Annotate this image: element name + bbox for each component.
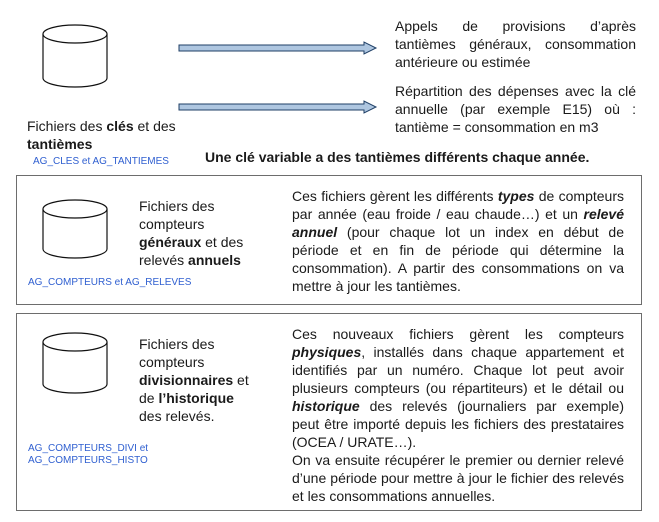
compteurs-files-label: Fichiers des compteurs généraux et des relevés annuels [139,198,244,268]
compteurs-description: Ces fichiers gèrent les différents types de compteurs par année (eau froide / eau chaude…) et un relevé annuel (pour chaque lot un index en début de période et en fin de période qui détermine la consommation). A partir des consommations on va mettre à jour les tantièmes. [292,188,624,294]
compteurs-generaux-box [16,175,642,305]
divisionnaires-files-label: Fichiers des compteurs divisionnaires et de l’historique des relevés. [139,336,249,424]
appeals-text: Appels de provisions d’après tantièmes généraux, consommation antérieure ou estimée [395,18,636,70]
divisionnaires-description: Ces nouveaux fichiers gèrent les compteurs physiques, installés dans chaque appartement et identifiés par un numéro. Chaque lot peut avoir plusieurs compteurs (ou répartiteurs) et le détail ou historique des relevés (journaliers par exemple) peut être importé depuis les fichiers des prestataires (OCEA / URATE…). [292,326,624,450]
divisionnaires-database-icon [42,332,108,394]
cles-database-icon [42,24,108,88]
compteurs-database-icon [42,199,108,259]
variable-key-note: Une clé variable a des tantièmes différents chaque année. [205,149,590,165]
cles-files-label: Fichiers des clés et des tantièmes [27,118,176,152]
divisionnaires-files-code: AG_COMPTEURS_DIVI et AG_COMPTEURS_HISTO [28,443,149,466]
arrow-to-appeals [178,41,378,55]
arrow-to-repartition [178,100,378,114]
compteurs-divisionnaires-box [16,313,642,511]
divisionnaires-description-followup: On va ensuite récupérer le premier ou dernier relevé d’une période pour mettre à jour le fichier des relevés et les consommations annuelles. [292,452,624,504]
compteurs-files-code: AG_COMPTEURS et AG_RELEVES [28,277,192,288]
cles-files-code: AG_CLES et AG_TANTIEMES [33,156,169,167]
repartition-text: Répartition des dépenses avec la clé annuelle (par exemple E15) où : tantième = consommation en m3 [395,83,636,135]
